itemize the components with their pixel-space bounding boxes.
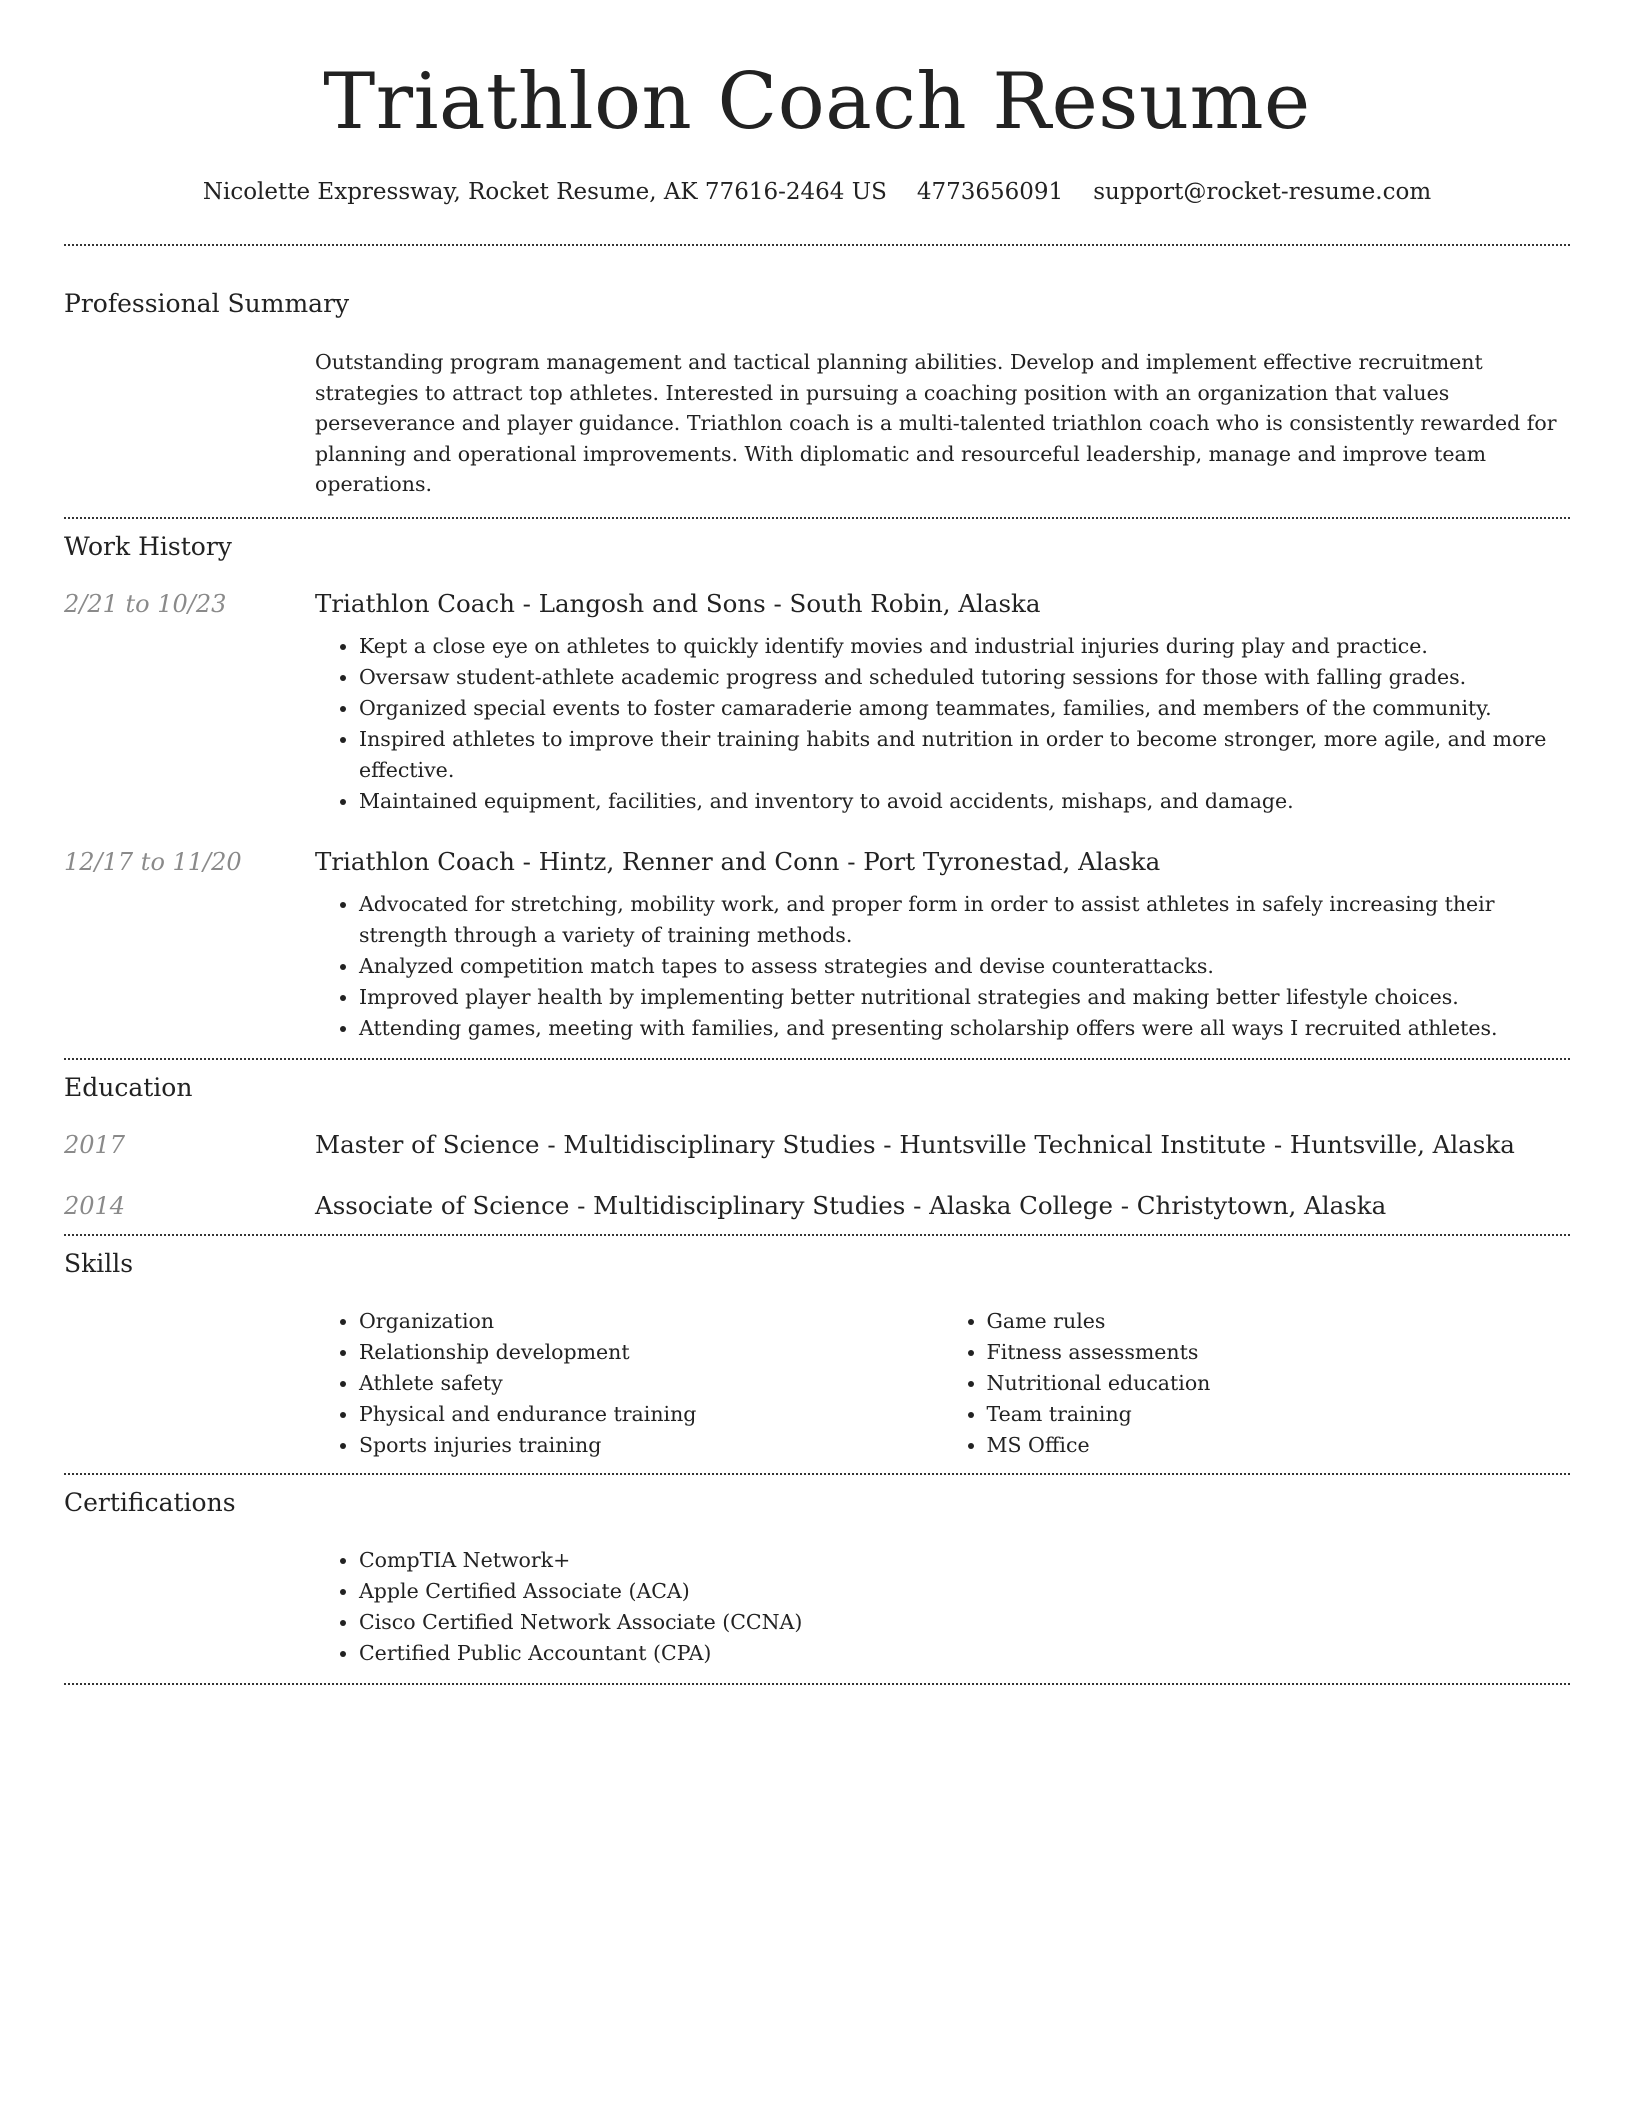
- education-heading: Education: [64, 1072, 193, 1102]
- education-entry: [64, 1108, 1570, 1159]
- job-dates: 2/21 to 10/23: [64, 589, 227, 618]
- skills-section: [64, 1236, 1570, 1473]
- list-item: • Relationship development: [359, 1337, 943, 1368]
- certifications-heading: Certifications: [64, 1487, 236, 1517]
- summary-heading: Professional Summary: [64, 289, 350, 318]
- list-item: • Oversaw student-athlete academic progress and scheduled tutoring sessions for those with falling grades.: [359, 662, 1570, 693]
- list-item: • Athlete safety: [359, 1368, 943, 1399]
- skills-list-left: [315, 1306, 943, 1461]
- list-item: • Physical and endurance training: [359, 1399, 943, 1430]
- page-title: Triathlon Coach Resume: [323, 57, 1311, 147]
- skills-list-right: [943, 1306, 1571, 1461]
- work-history-heading: Work History: [64, 531, 232, 561]
- list-item: • Sports injuries training: [359, 1430, 943, 1461]
- list-item: • Maintained equipment, facilities, and inventory to avoid accidents, mishaps, and damage.: [359, 786, 1570, 817]
- list-item: • Organized special events to foster camaraderie among teammates, families, and members of the community.: [359, 693, 1570, 724]
- education-degree: Master of Science - Multidisciplinary Studies - Huntsville Technical Institute - Huntsville, Alaska: [315, 1129, 1515, 1159]
- summary-section: [64, 246, 1570, 517]
- education-entry: [64, 1159, 1570, 1220]
- list-item: • Fitness assessments: [987, 1337, 1571, 1368]
- job-entry: [64, 817, 1570, 1044]
- work-history-section: [64, 519, 1570, 1058]
- list-item: • Advocated for stretching, mobility work, and proper form in order to assist athletes in safely increasing their strength through a variety of training methods.: [359, 889, 1570, 951]
- job-title: Triathlon Coach - Hintz, Renner and Conn - Port Tyronestad, Alaska: [315, 846, 1161, 876]
- list-item: • Inspired athletes to improve their training habits and nutrition in order to become stronger, more agile, and more effective.: [359, 724, 1570, 786]
- list-item: • Organization: [359, 1306, 943, 1337]
- contact-email[interactable]: support@rocket-resume.com: [1093, 179, 1432, 205]
- contact-address: Nicolette Expressway, Rocket Resume, AK 77616-2464 US: [202, 179, 887, 205]
- list-item: • Certified Public Accountant (CPA): [359, 1638, 1570, 1669]
- list-item: • Kept a close eye on athletes to quickly identify movies and industrial injuries during play and practice.: [359, 631, 1570, 662]
- job-bullets: [315, 889, 1570, 1044]
- list-item: • Game rules: [987, 1306, 1571, 1337]
- contact-info: [64, 172, 1570, 212]
- education-year: 2017: [64, 1130, 126, 1159]
- list-item: • Analyzed competition match tapes to assess strategies and devise counterattacks.: [359, 951, 1570, 982]
- summary-text: Outstanding program management and tactical planning abilities. Develop and implement effective recruitment strategies to attract top athletes. Interested in pursuing a coaching position with an organization that values perseverance and player guidance. Triathlon coach is a multi-talented triathlon coach who is consistently rewarded for planning and operational improvements. With diplomatic and resourceful leadership, manage and improve team operations.: [315, 350, 1557, 496]
- job-dates: 12/17 to 11/20: [64, 847, 242, 876]
- education-section: [64, 1060, 1570, 1234]
- list-item: • Apple Certified Associate (ACA): [359, 1576, 1570, 1607]
- certifications-section: [64, 1475, 1570, 1683]
- job-bullets: [315, 631, 1570, 817]
- list-item: • Improved player health by implementing better nutritional strategies and making better lifestyle choices.: [359, 982, 1570, 1013]
- skills-heading: Skills: [64, 1248, 134, 1278]
- job-entry: [64, 567, 1570, 817]
- education-degree: Associate of Science - Multidisciplinary Studies - Alaska College - Christytown, Alaska: [315, 1190, 1387, 1220]
- certifications-list: [315, 1545, 1570, 1669]
- contact-phone: 4773656091: [916, 179, 1064, 205]
- education-year: 2014: [64, 1191, 126, 1220]
- list-item: • Nutritional education: [987, 1368, 1571, 1399]
- list-item: • Cisco Certified Network Associate (CCNA): [359, 1607, 1570, 1638]
- job-title: Triathlon Coach - Langosh and Sons - South Robin, Alaska: [315, 588, 1041, 618]
- divider: [64, 1683, 1570, 1685]
- list-item: • MS Office: [987, 1430, 1571, 1461]
- list-item: • Team training: [987, 1399, 1571, 1430]
- list-item: • CompTIA Network+: [359, 1545, 1570, 1576]
- list-item: • Attending games, meeting with families, and presenting scholarship offers were all ways I recruited athletes.: [359, 1013, 1570, 1044]
- resume-page: [64, 0, 1570, 1685]
